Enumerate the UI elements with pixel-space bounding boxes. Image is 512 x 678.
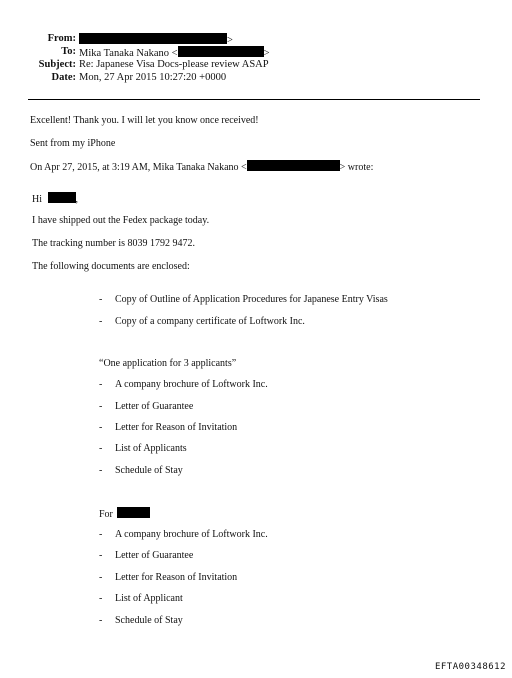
list-item: Letter of Guarantee [115,550,194,561]
list-dash: - [99,422,103,433]
redaction-bar [247,160,340,171]
from-suffix: > [227,35,233,46]
group-2-title-text: For [99,509,113,520]
to-name: Mika Tanaka Nakano < [79,48,178,59]
list-item: Letter for Reason of Invitation [115,422,238,433]
list-dash: - [99,529,103,540]
list-dash: - [99,443,103,454]
quote-intro-suffix: > wrote: [339,162,374,173]
date-label: Date: [51,72,76,83]
subject-value: Re: Japanese Visa Docs-please review ASAP [79,59,269,70]
redaction-bar [48,192,76,203]
greeting [32,192,78,206]
redaction-bar [178,46,264,57]
list-dash: - [99,316,103,327]
quote-intro [30,160,373,174]
header-divider [28,99,480,100]
list-dash: - [99,572,103,583]
list-item: Letter of Guarantee [115,401,194,412]
reply-line-1: Excellent! Thank you. I will let you know once received! [30,115,259,126]
paragraph-3: The following documents are enclosed: [32,261,190,272]
greeting-suffix: , [75,194,78,205]
reply-line-2: Sent from my iPhone [30,138,116,149]
list-item: List of Applicant [115,593,183,604]
list-item: Schedule of Stay [115,615,183,626]
subject-label: Subject: [38,59,76,70]
document-id: EFTA00348612 [434,662,506,672]
list-item: Copy of Outline of Application Procedures for Japanese Entry Visas [115,294,388,305]
to-suffix: > [263,48,270,59]
paragraph-1: I have shipped out the Fedex package today. [32,215,210,226]
from-label: From: [47,33,76,44]
list-item: A company brochure of Loftwork Inc. [115,379,268,390]
to-value [79,46,270,60]
date-value: Mon, 27 Apr 2015 10:27:20 +0000 [79,72,227,83]
redaction-bar [79,33,227,44]
list-item: List of Applicants [115,443,187,454]
list-dash: - [99,465,103,476]
group-2-title [99,507,150,521]
list-dash: - [99,401,103,412]
list-dash: - [99,593,103,604]
to-label: To: [61,46,76,57]
from-value [79,33,233,47]
list-dash: - [99,294,103,305]
list-dash: - [99,550,103,561]
redaction-bar [117,507,150,518]
list-item: Schedule of Stay [115,465,183,476]
paragraph-2: The tracking number is 8039 1792 9472. [32,238,196,249]
list-dash: - [99,615,103,626]
quote-intro-text: On Apr 27, 2015, at 3:19 AM, Mika Tanaka Nakano < [30,162,247,173]
list-dash: - [99,379,103,390]
group-1-title: “One application for 3 applicants” [99,358,237,369]
greeting-text: Hi [32,194,42,205]
list-item: A company brochure of Loftwork Inc. [115,529,268,540]
list-item: Copy of a company certificate of Loftwork Inc. [115,316,305,327]
list-item: Letter for Reason of Invitation [115,572,238,583]
